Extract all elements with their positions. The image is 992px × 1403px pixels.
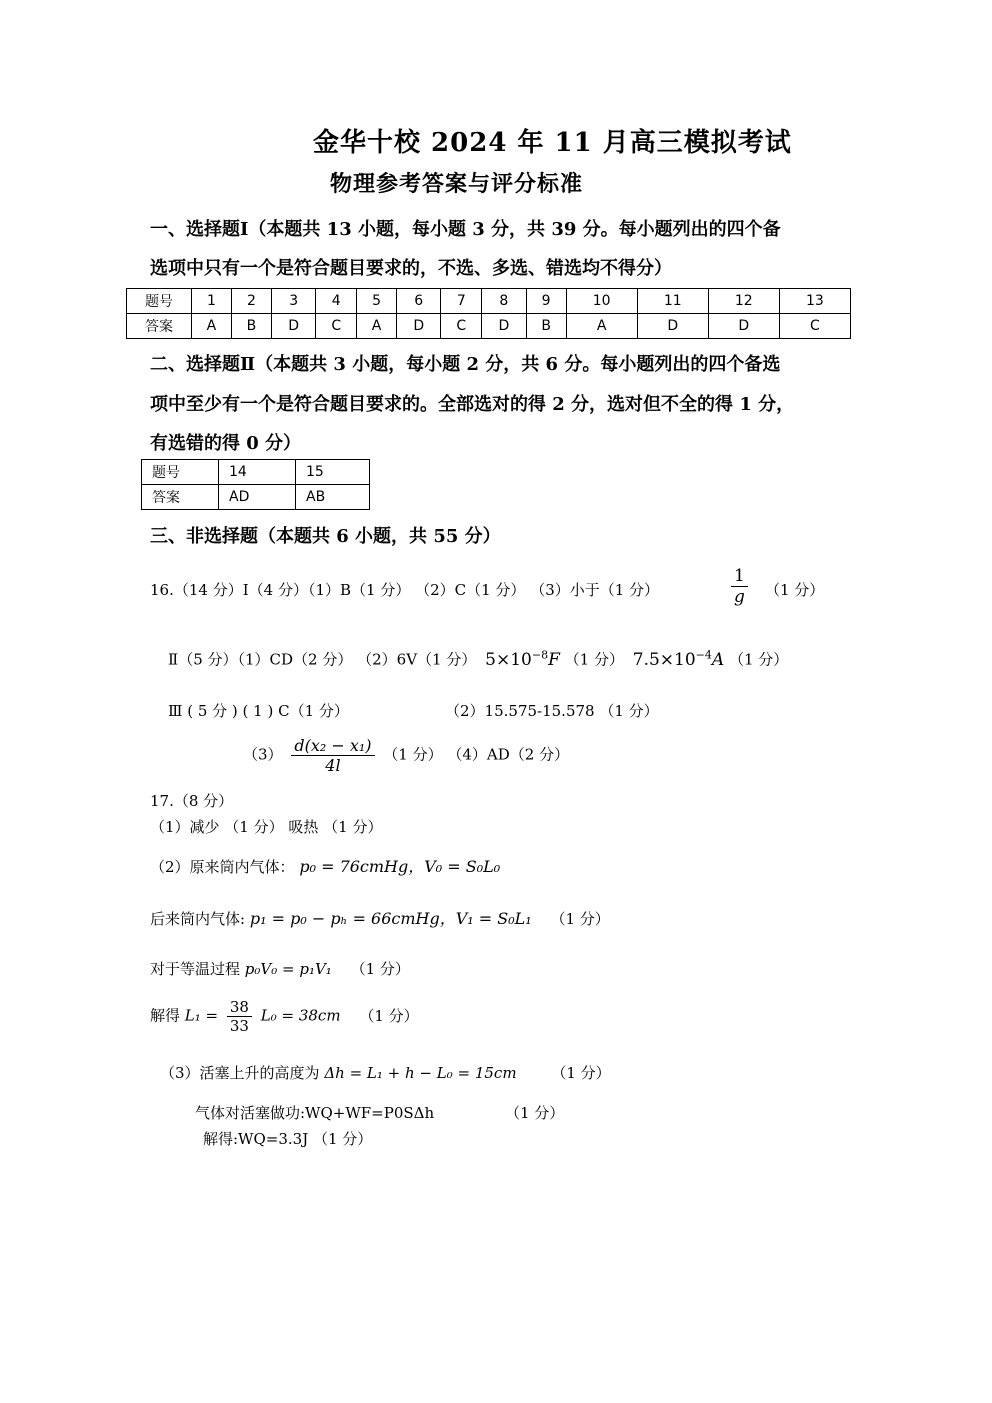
table-cell-answer: A (566, 314, 637, 339)
table-cell-number: 6 (397, 289, 441, 314)
current-unit: A (711, 649, 725, 670)
q17-line6-rhs: L₀ = 38cm (260, 1006, 341, 1025)
table-cell-number: 4 (316, 289, 357, 314)
table-cell-number: 14 (219, 460, 296, 485)
table-cell-answer: D (637, 314, 708, 339)
table-cell-answer: AB (296, 485, 370, 510)
q16-line4-tail: （1 分） （4）AD（2 分） (383, 745, 570, 764)
current-exponent: −4 (695, 648, 712, 661)
table-cell-answer: C (316, 314, 357, 339)
q16-fraction-1-over-g (727, 566, 752, 607)
section2-heading-line1: 二、选择题Ⅱ（本题共 3 小题，每小题 2 分，共 6 分。每小题列出的四个备选 (150, 354, 781, 375)
table-cell-number: 5 (357, 289, 397, 314)
table-cell-number: 2 (231, 289, 271, 314)
table-cell-answer: D (397, 314, 441, 339)
q16-current (633, 650, 724, 670)
table-cell-answer: AD (219, 485, 296, 510)
capacitance-exponent: −8 (531, 648, 549, 661)
table-cell-answer: D (708, 314, 779, 339)
table-cell-answer: D (271, 314, 315, 339)
table-cell-number: 7 (441, 289, 482, 314)
q16-line3-part-b: （2）15.575-15.578 （1 分） (445, 702, 659, 720)
frac-denominator: 4l (325, 756, 341, 775)
section1-heading-line2: 选项中只有一个是符合题目要求的，不选、多选、错选均不得分） (150, 258, 672, 279)
capacitance-unit: F (548, 649, 560, 670)
q17-line7-formula: Δh = L₁ + h − L₀ = 15cm (324, 1064, 517, 1082)
table-cell-number: 3 (271, 289, 315, 314)
q17-line6-lhs: L₁ = (184, 1006, 219, 1025)
q17-line3 (150, 854, 500, 877)
q17-heading: 17.（8 分） (150, 792, 234, 810)
row-label-question: 题号 (127, 289, 192, 314)
q16-line1-tail: （1 分） (765, 581, 825, 599)
q17-line5 (150, 958, 410, 979)
section3-heading: 三、非选择题（本题共 6 小题，共 55 分） (150, 526, 501, 547)
table-cell-answer: B (231, 314, 271, 339)
section2-heading-line2: 项中至少有一个是符合题目要求的。全部选对的得 2 分，选对但不全的得 1 分， (150, 394, 795, 415)
q17-line6 (150, 998, 419, 1035)
table-cell-number: 11 (637, 289, 708, 314)
q17-line5-score: （1 分） (350, 960, 410, 978)
q16-line4 (243, 736, 569, 775)
row-label-answer: 答案 (127, 314, 192, 339)
table-row-answers (142, 485, 370, 510)
capacitance-mantissa: 5×10 (485, 649, 532, 670)
section2-answer-table (141, 459, 370, 510)
q17-line4-score: （1 分） (550, 910, 610, 928)
table-cell-answer: B (526, 314, 566, 339)
table-cell-number: 15 (296, 460, 370, 485)
q17-line5-label: 对于等温过程 (150, 960, 241, 978)
page-title: 金华十校 2024 年 11 月高三模拟考试 (313, 128, 792, 158)
q17-line7 (160, 1062, 611, 1083)
q16-line2 (168, 648, 788, 670)
q17-line4-formula: p₁ = p₀ − pₕ = 66cmHg，V₁ = S₀L₁ (249, 909, 532, 928)
q17-line3-formula: p₀ = 76cmHg，V₀ = S₀L₀ (299, 857, 501, 876)
q17-line8-score: （1 分） (505, 1104, 565, 1122)
table-cell-number: 9 (526, 289, 566, 314)
q17-line6-score: （1 分） (359, 1006, 419, 1025)
page-subtitle: 物理参考答案与评分标准 (330, 171, 584, 197)
table-cell-number: 13 (779, 289, 850, 314)
table-row-numbers (127, 289, 851, 314)
table-cell-number: 1 (192, 289, 232, 314)
q16-line1: 16.（14 分）Ⅰ（4 分）（1）B（1 分） （2）C（1 分） （3）小于（1 分） (150, 581, 660, 599)
row-label-question: 题号 (142, 460, 219, 485)
frac-numerator: d(x₂ − x₁) (291, 736, 374, 756)
q17-line7-score: （1 分） (551, 1064, 611, 1082)
table-cell-answer: C (441, 314, 482, 339)
frac-denominator: g (734, 587, 745, 607)
q16-line2-part-c: （1 分） (564, 650, 624, 669)
table-row-numbers (142, 460, 370, 485)
q16-line4-prefix: （3） (243, 745, 283, 764)
table-cell-number: 10 (566, 289, 637, 314)
section2-heading-line3: 有选错的得 0 分） (150, 433, 302, 454)
frac-numerator: 38 (227, 998, 252, 1017)
q17-line7-label: （3）活塞上升的高度为 (160, 1064, 320, 1082)
q16-capacitance (485, 650, 560, 670)
table-cell-answer: D (482, 314, 526, 339)
frac-denominator: 33 (229, 1017, 249, 1035)
q17-line6-label: 解得 (150, 1006, 181, 1025)
q16-line2-part-e: （1 分） (728, 650, 789, 669)
q17-line3-label: （2）原来筒内气体： (150, 858, 295, 876)
table-row-answers (127, 314, 851, 339)
current-mantissa: 7.5×10 (632, 649, 696, 670)
q16-line3-part-a: Ⅲ ( 5 分 ) ( 1 ) C（1 分） (168, 702, 349, 720)
table-cell-number: 12 (708, 289, 779, 314)
q17-line9: 解得:WQ=3.3J （1 分） (203, 1130, 373, 1148)
table-cell-number: 8 (482, 289, 526, 314)
q17-line4-label: 后来筒内气体: (150, 910, 246, 928)
table-cell-answer: C (779, 314, 850, 339)
q17-line5-formula: p₀V₀ = p₁V₁ (244, 960, 332, 978)
section1-heading-line1: 一、选择题Ⅰ（本题共 13 小题，每小题 3 分，共 39 分。每小题列出的四个备 (150, 219, 781, 240)
frac-numerator: 1 (731, 566, 748, 587)
q17-line2: （1）减少 （1 分） 吸热 （1 分） (150, 818, 383, 836)
q16-line2-part-a: Ⅱ（5 分）（1）CD（2 分） （2）6V（1 分） (168, 650, 477, 669)
q17-line8: 气体对活塞做功:WQ+WF=P0SΔh (195, 1104, 435, 1122)
section1-answer-table (126, 288, 851, 339)
q17-line4 (150, 906, 610, 929)
table-cell-answer: A (357, 314, 397, 339)
table-cell-answer: A (192, 314, 232, 339)
row-label-answer: 答案 (142, 485, 219, 510)
